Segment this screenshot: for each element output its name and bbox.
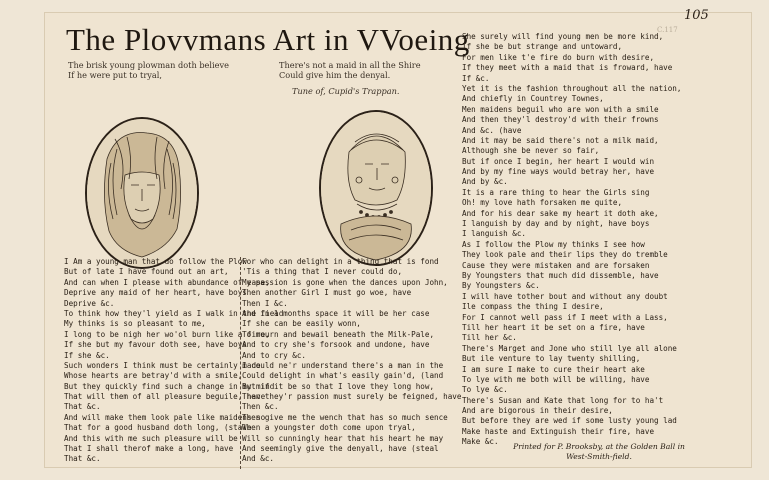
verse-line: And chiefly in Countrey Townes, <box>462 94 604 104</box>
verse-line: Make &c. <box>462 437 499 447</box>
verse-line: I languish by day and by night, have boys <box>462 219 650 229</box>
verse-line: For I cannot well pass if I meet with a Lass, <box>462 312 668 322</box>
verse-line: And to cry &c. <box>242 350 307 360</box>
verse-line: Deprive any maid of her heart, have boys <box>64 288 247 298</box>
verse-line: Men maidens beguil who are won with a smile <box>462 104 659 114</box>
verse-line: And &c. (have <box>462 125 522 135</box>
verse-line: When a youngster doth come upon tryal, <box>242 423 416 433</box>
man-woodcut-portrait <box>85 117 199 269</box>
verse-line: And for his dear sake my heart it doth ake, <box>462 208 659 218</box>
verse-line: Whose hearts are betray'd with a smile, <box>64 371 243 381</box>
verse-line: Could delight in what's easily gain'd, (land <box>242 371 444 381</box>
verse-line: And by my fine ways would betray her, have <box>462 167 655 177</box>
verse-line: Deprive &c. <box>64 298 115 308</box>
subtitle-left-line: The brisk young plowman doth believe <box>68 60 229 70</box>
verse-line: But if once I begin, her heart I would win <box>462 156 655 166</box>
broadside-sheet <box>44 12 752 468</box>
verse-line: And to cry she's forsook and undone, have <box>242 340 430 350</box>
verse-line: I could ne'r understand there's a man in the <box>242 360 444 370</box>
verse-line: And can when I please with abundance of ease, <box>64 277 270 287</box>
verse-line: That &c. <box>64 402 101 412</box>
verse-line: By Youngsters that much did dissemble, have <box>462 270 659 280</box>
verse-line: If she be but strange and untoward, <box>462 42 623 52</box>
subtitle-left-line: If he were put to tryal, <box>68 70 162 80</box>
verse-line: And are bigorous in their desire, <box>462 406 613 416</box>
verse-line: That &c. <box>64 454 101 464</box>
verse-line: That I shall therof make a long, have <box>64 444 234 454</box>
verse-line: For men like t'e fire do burn with desire, <box>462 52 655 62</box>
verse-line: There's Susan and Kate that long for to ha't <box>462 395 664 405</box>
verse-line: But before they are wed if some lusty young lad <box>462 416 677 426</box>
verse-line: To lye &c. <box>462 385 508 395</box>
verse-line: Then I &c. <box>242 298 288 308</box>
subtitle-right-line: Could give him the denyal. <box>279 70 391 80</box>
verse-line: Oh! my love hath forsaken me quite, <box>462 198 623 208</box>
verse-line: If she &c. <box>64 350 110 360</box>
verse-line: And it may be said there's not a milk maid, <box>462 135 659 145</box>
verse-line: Then they'r passion must surely be feigned, have <box>242 392 462 402</box>
verse-line: And will make them look pale like maidens so <box>64 412 266 422</box>
verse-line: But ile venture to lay twenty shilling, <box>462 354 641 364</box>
verse-line: If she but my favour doth see, have boys <box>64 340 247 350</box>
verse-line: To think how they'l yield as I walk in the field <box>64 308 284 318</box>
verse-line: 'Tis a thing that I never could do, <box>242 267 403 277</box>
verse-line: And seemingly give the denyall, have (steal <box>242 444 439 454</box>
verse-line: They look pale and their lips they do tremble <box>462 250 668 260</box>
verse-line: And by &c. <box>462 177 508 187</box>
verse-line: I Am a young man that do follow the Plow <box>64 257 247 266</box>
imprint-line: West-Smith-field. <box>566 452 632 461</box>
verse-line: Ile compass the thing I desire, <box>462 302 604 312</box>
verse-line: If they meet with a maid that is froward, have <box>462 63 673 73</box>
printer-imprint <box>489 442 709 462</box>
verse-line: That for a good husband doth long, (stale <box>64 423 252 433</box>
verse-line: But they quickly find such a change in my mind <box>64 381 275 391</box>
verse-line: I am sure I make to cure their heart ake <box>462 364 645 374</box>
subtitle-left <box>68 60 258 80</box>
verse-line: And then they'l destroy'd with their frowns <box>462 115 659 125</box>
verse-line: Yet it is the fashion throughout all the nation, <box>462 83 682 93</box>
verse-line: And in a months space it will be her case <box>242 308 430 318</box>
tune-line: Tune of, Cupid's Trappan. <box>292 86 400 96</box>
verse-line: Then another Girl I must go woe, have <box>242 288 412 298</box>
verse-line: Till her &c. <box>462 333 517 343</box>
subtitle-right-line: There's not a maid in all the Shire <box>279 60 421 70</box>
verse-line: To lye with me both will be willing, have <box>462 374 650 384</box>
imprint-line: Printed for P. Brooksby, at the Golden Ball in <box>513 442 685 451</box>
verse-column-3 <box>462 32 702 448</box>
verse-line: I will have tother bout and without any doubt <box>462 291 668 301</box>
verse-line: If &c. <box>462 73 490 83</box>
verse-line: There's Marget and Jone who still lye all alone <box>462 343 677 353</box>
verse-line: To mourn and bewail beneath the Milk-Pale, <box>242 329 435 339</box>
verse-line: Although she be never so fair, <box>462 146 600 156</box>
verse-line: Then give me the wench that has so much sence <box>242 412 448 422</box>
verse-line: It is a rare thing to hear the Girls sing <box>462 187 650 197</box>
verse-column-2 <box>242 257 462 465</box>
catalog-mark: C.117 <box>657 26 678 34</box>
subtitle-right <box>279 60 459 80</box>
verse-line: That will them of all pleasure beguile, have <box>64 392 266 402</box>
verse-line: And &c. <box>242 454 275 464</box>
verse-line: Cause they were mistaken and are forsaken <box>462 260 650 270</box>
verse-line: Make haste and Extinguish their fire, have <box>462 426 655 436</box>
verse-line: If she can be easily wonn, <box>242 319 361 329</box>
verse-line: I long to be nigh her wo'ol burn like a fire, <box>64 329 270 339</box>
page-number: 105 <box>684 8 709 23</box>
verse-line: By Youngsters &c. <box>462 281 540 291</box>
verse-line: But of late I have found out an art, <box>64 267 229 277</box>
verse-line: But if it be so that I love they long how, <box>242 381 435 391</box>
verse-line: My thinks is so pleasant to me, <box>64 319 206 329</box>
verse-line: Then &c. <box>242 402 279 412</box>
verse-line: And this with me such pleasure will be <box>64 433 238 443</box>
verse-line: My passion is gone when the dances upon John, <box>242 277 448 287</box>
woman-portrait-illustration <box>321 112 431 264</box>
verse-line: Till her heart it be set on a fire, have <box>462 322 645 332</box>
verse-line: I languish &c. <box>462 229 527 239</box>
verse-line: She surely will find young men be more kind, <box>462 32 664 41</box>
man-portrait-illustration <box>87 119 197 267</box>
verse-line: As I follow the Plow my thinks I see how <box>462 239 645 249</box>
verse-line: For who can delight in a thing that is fond <box>242 257 439 266</box>
verse-line: Will so cunningly hear that his heart he may <box>242 433 444 443</box>
verse-line: Such wonders I think must be certainly made <box>64 360 261 370</box>
ballad-title: The Plovvmans Art in VVoeing <box>66 22 470 57</box>
woman-woodcut-portrait <box>319 110 433 266</box>
